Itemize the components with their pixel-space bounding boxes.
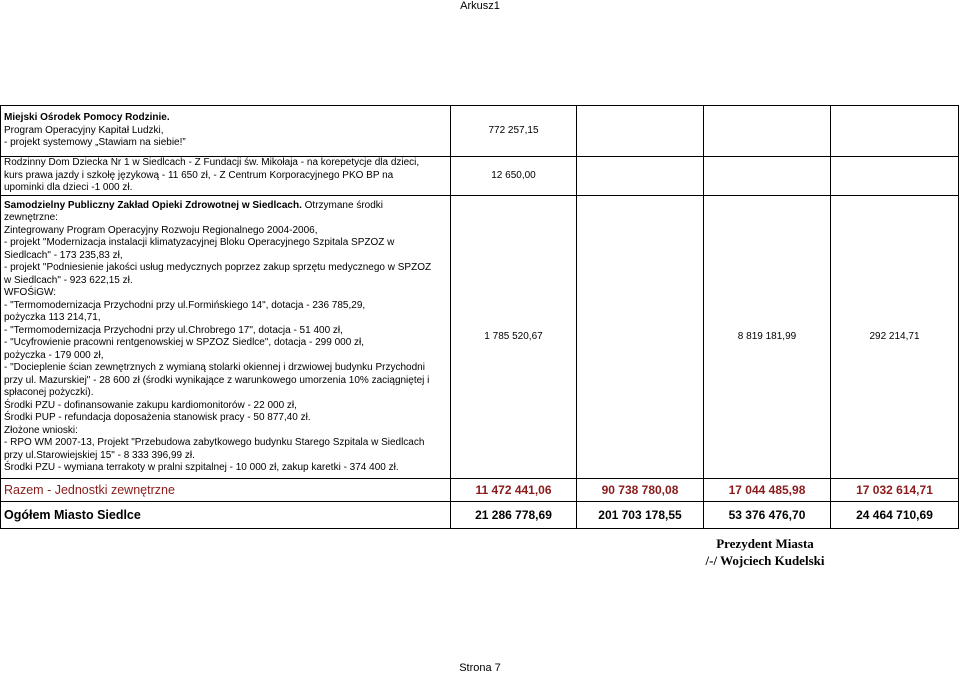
row-line: - RPO WM 2007-13, Projekt "Przebudowa zabytkowego budynku Starego Szpitala w Siedlcach xyxy=(4,437,425,448)
ogolem-row xyxy=(1,502,959,529)
row-line: - "Termomodernizacja Przychodni przy ul.Chrobrego 17", dotacja - 51 400 zł, xyxy=(4,324,343,336)
cell-col2: 12 650,00 xyxy=(451,157,577,196)
row-line: Siedlcach" - 173 235,83 zł, xyxy=(4,249,123,261)
table-row xyxy=(1,196,959,479)
row-line: upominki dla dzieci -1 000 zł. xyxy=(4,182,133,194)
cell-col4 xyxy=(704,106,831,157)
row-line-bold: Samodzielny Publiczny Zakład Opieki Zdrowotnej w Siedlcach. xyxy=(4,199,302,211)
row-line xyxy=(4,200,447,213)
row-line: Zintegrowany Program Operacyjny Rozwoju Regionalnego 2004-2006, xyxy=(4,224,318,236)
row-line: - "Termomodernizacja Przychodni przy ul.Formińskiego 14", dotacja - 236 785,29, xyxy=(4,299,366,311)
row-line: Środki PZU - dofinansowanie zakupu kardiomonitorów - 22 000 zł, xyxy=(4,399,297,411)
cell-col4 xyxy=(704,157,831,196)
row-line-suffix: Otrzymane środki xyxy=(301,199,383,211)
row-line: kurs prawa jazdy i szkołę językową - 11 650 zł, - Z Centrum Korporacyjnego PKO BP na xyxy=(4,169,394,181)
row-description xyxy=(1,196,451,479)
razem-label: Razem - Jednostki zewnętrzne xyxy=(1,479,451,502)
row-line: zewnętrzne: xyxy=(4,212,58,223)
signature-title: Prezydent Miasta xyxy=(716,536,814,551)
row-line: Środki PZU - wymiana terrakoty w pralni szpitalnej - 10 000 zł, zakup karetki - 374 400 zł. xyxy=(4,462,399,473)
cell-col4: 8 819 181,99 xyxy=(704,196,831,479)
cell-col2: 772 257,15 xyxy=(451,106,577,157)
razem-value: 11 472 441,06 xyxy=(451,479,577,502)
cell-col2: 1 785 520,67 xyxy=(451,196,577,479)
row-line: Program Operacyjny Kapitał Ludzki, xyxy=(4,124,164,136)
ogolem-label: Ogółem Miasto Siedlce xyxy=(1,502,451,529)
ogolem-value: 53 376 476,70 xyxy=(704,502,831,529)
row-line: WFOŚiGW: xyxy=(4,287,57,298)
row-line: Rodzinny Dom Dziecka Nr 1 w Siedlcach - Z Fundacji św. Mikołaja - na korepetycje dla dzieci, xyxy=(4,157,420,169)
row-line: - "Ucyfrowienie pracowni rentgenowskiej w SPZOZ Siedlce", dotacja - 299 000 zł, xyxy=(4,337,365,348)
row-line: pożyczka - 179 000 zł, xyxy=(4,349,104,361)
row-line: - projekt "Modernizacja instalacji klimatyzacyjnej Bloku Operacyjnego Szpitala SPZOZ w xyxy=(4,237,395,248)
page-number: Strona 7 xyxy=(459,662,501,674)
row-line: spłaconej pożyczki). xyxy=(4,387,94,398)
row-line: Miejski Ośrodek Pomocy Rodzinie. xyxy=(4,112,170,124)
cell-col5: 292 214,71 xyxy=(831,196,959,479)
table-row xyxy=(1,106,959,157)
cell-col3 xyxy=(577,196,704,479)
row-line: pożyczka 113 214,71, xyxy=(4,312,101,323)
ogolem-value: 24 464 710,69 xyxy=(831,502,959,529)
cell-col3 xyxy=(577,106,704,157)
row-line: w Siedlcach" - 923 622,15 zł. xyxy=(4,274,133,286)
ogolem-value: 201 703 178,55 xyxy=(577,502,704,529)
razem-value: 17 044 485,98 xyxy=(704,479,831,502)
sheet-title: Arkusz1 xyxy=(460,0,500,12)
row-line: Złożone wnioski: xyxy=(4,424,78,436)
row-line: - "Docieplenie ścian zewnętrznych z wymianą stolarki okiennej i drzwiowej budynku Przychodni xyxy=(4,362,425,373)
row-line: Środki PUP - refundacja doposażenia stanowisk pracy - 50 877,40 zł. xyxy=(4,412,311,423)
cell-col3 xyxy=(577,157,704,196)
row-line: - projekt systemowy „Stawiam na siebie!” xyxy=(4,137,186,149)
budget-table xyxy=(0,105,959,529)
signature-block xyxy=(690,535,840,569)
row-line: - projekt "Podniesienie jakości usług medycznych poprzez zakup sprzętu medycznego w SPZOZ xyxy=(4,262,432,273)
cell-col5 xyxy=(831,106,959,157)
razem-value: 17 032 614,71 xyxy=(831,479,959,502)
signature-name: /-/ Wojciech Kudelski xyxy=(705,553,825,568)
row-line: przy ul. Mazurskiej" - 28 600 zł (środki wynikające z warunkowego umorzenia 10% zaciągniętej i xyxy=(4,374,430,386)
table-row xyxy=(1,157,959,196)
razem-value: 90 738 780,08 xyxy=(577,479,704,502)
row-description xyxy=(1,157,451,196)
razem-row xyxy=(1,479,959,502)
ogolem-value: 21 286 778,69 xyxy=(451,502,577,529)
row-description xyxy=(1,106,451,157)
cell-col5 xyxy=(831,157,959,196)
row-line: przy ul.Starowiejskiej 15" - 8 333 396,99 zł. xyxy=(4,449,195,461)
